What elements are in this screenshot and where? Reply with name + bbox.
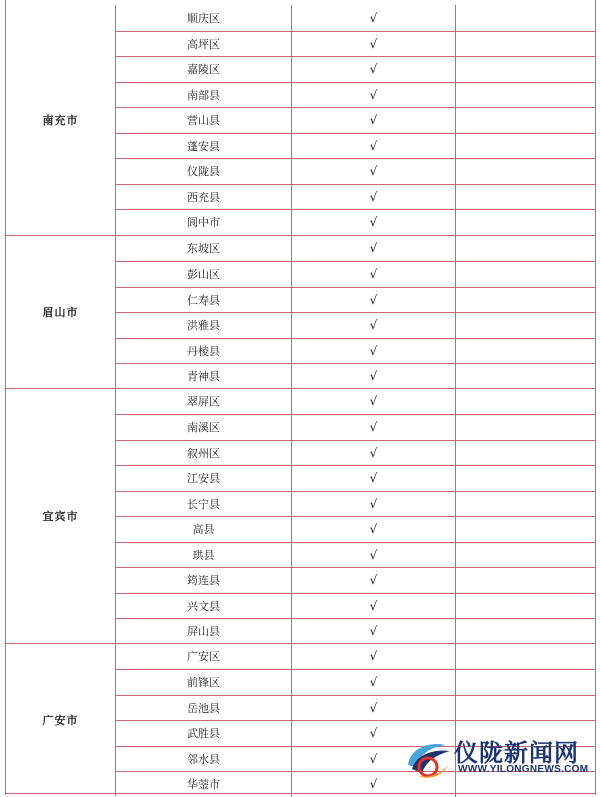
county-name: 广安区: [116, 644, 292, 670]
check-mark: √: [292, 772, 456, 797]
empty-cell: [456, 262, 595, 287]
table-row: [116, 184, 595, 210]
table-row: [116, 542, 595, 568]
county-name: 南部县: [116, 83, 292, 108]
table-row: [116, 5, 595, 31]
empty-cell: [456, 466, 595, 491]
table-row: [116, 82, 595, 108]
county-name: 岳池县: [116, 696, 292, 721]
county-name: 蓬安县: [116, 134, 292, 159]
county-name: 翠屏区: [116, 389, 292, 415]
table-row: [116, 389, 595, 415]
check-mark: √: [292, 594, 456, 619]
table-row: [116, 695, 595, 721]
city-name: 宜宾市: [6, 389, 116, 643]
table-row: [116, 491, 595, 517]
empty-cell: [456, 517, 595, 542]
check-mark: √: [292, 492, 456, 517]
check-mark: √: [292, 57, 456, 82]
table-row: [116, 363, 595, 389]
county-name: 高县: [116, 517, 292, 542]
table-row: [116, 567, 595, 593]
table-bottom-border: [6, 793, 595, 794]
check-mark: √: [292, 415, 456, 440]
empty-cell: [456, 313, 595, 338]
yilong-logo-icon: [402, 735, 454, 781]
empty-cell: [456, 108, 595, 133]
check-mark: √: [292, 466, 456, 491]
empty-cell: [456, 389, 595, 415]
check-mark: √: [292, 313, 456, 338]
table-row: [116, 414, 595, 440]
check-mark: √: [292, 517, 456, 542]
check-mark: √: [292, 568, 456, 593]
empty-cell: [456, 57, 595, 82]
county-name: 高坪区: [116, 32, 292, 57]
county-name: 青神县: [116, 364, 292, 389]
check-mark: √: [292, 159, 456, 184]
check-mark: √: [292, 364, 456, 389]
empty-cell: [456, 568, 595, 593]
county-name: 珙县: [116, 543, 292, 568]
county-name: 阆中市: [116, 210, 292, 235]
city-group: [6, 388, 595, 643]
check-mark: √: [292, 543, 456, 568]
empty-cell: [456, 670, 595, 695]
empty-cell: [456, 619, 595, 644]
empty-cell: [456, 441, 595, 466]
check-mark: √: [292, 619, 456, 644]
empty-cell: [456, 83, 595, 108]
city-group: [6, 235, 595, 388]
county-name: 西充县: [116, 185, 292, 210]
empty-cell: [456, 236, 595, 262]
check-mark: √: [292, 134, 456, 159]
check-mark: √: [292, 262, 456, 287]
empty-cell: [456, 32, 595, 57]
empty-cell: [456, 594, 595, 619]
check-mark: √: [292, 670, 456, 695]
county-name: 南溪区: [116, 415, 292, 440]
county-name: 长宁县: [116, 492, 292, 517]
check-mark: √: [292, 236, 456, 262]
check-mark: √: [292, 721, 456, 746]
city-name: 广安市: [6, 644, 116, 796]
watermark-logo: [402, 733, 594, 783]
empty-cell: [456, 415, 595, 440]
table-row: [116, 618, 595, 644]
table-row: [116, 440, 595, 466]
county-name: 邻水县: [116, 747, 292, 772]
table-row: [116, 287, 595, 313]
check-mark: √: [292, 696, 456, 721]
empty-cell: [456, 339, 595, 364]
empty-cell: [456, 696, 595, 721]
city-name: 眉山市: [6, 236, 116, 388]
empty-cell: [456, 159, 595, 184]
table-row: [116, 107, 595, 133]
empty-cell: [456, 492, 595, 517]
table-row: [116, 644, 595, 670]
county-table: [5, 0, 596, 795]
county-name: 兴文县: [116, 594, 292, 619]
county-name: 前锋区: [116, 670, 292, 695]
table-row: [116, 31, 595, 57]
check-mark: √: [292, 288, 456, 313]
county-name: 东坡区: [116, 236, 292, 262]
check-mark: √: [292, 32, 456, 57]
table-row: [116, 209, 595, 235]
county-name: 洪雅县: [116, 313, 292, 338]
table-row: [116, 669, 595, 695]
check-mark: √: [292, 83, 456, 108]
table-row: [116, 593, 595, 619]
table-row: [116, 56, 595, 82]
empty-cell: [456, 185, 595, 210]
empty-cell: [456, 5, 595, 31]
county-name: 仪陇县: [116, 159, 292, 184]
empty-cell: [456, 288, 595, 313]
check-mark: √: [292, 389, 456, 415]
county-name: 丹棱县: [116, 339, 292, 364]
county-name: 顺庆区: [116, 5, 292, 31]
county-name: 屏山县: [116, 619, 292, 644]
table-row: [116, 338, 595, 364]
county-name: 华蓥市: [116, 772, 292, 797]
table-row: [116, 516, 595, 542]
table-row: [116, 312, 595, 338]
city-group: [6, 5, 595, 235]
check-mark: √: [292, 210, 456, 235]
check-mark: √: [292, 339, 456, 364]
city-name: 南充市: [6, 5, 116, 235]
empty-cell: [456, 134, 595, 159]
check-mark: √: [292, 441, 456, 466]
check-mark: √: [292, 5, 456, 31]
county-name: 营山县: [116, 108, 292, 133]
county-name: 江安县: [116, 466, 292, 491]
empty-cell: [456, 210, 595, 235]
table-row: [116, 465, 595, 491]
empty-cell: [456, 543, 595, 568]
check-mark: √: [292, 747, 456, 772]
county-name: 仁寿县: [116, 288, 292, 313]
table-row: [116, 261, 595, 287]
check-mark: √: [292, 644, 456, 670]
table-row: [116, 236, 595, 262]
county-name: 嘉陵区: [116, 57, 292, 82]
check-mark: √: [292, 108, 456, 133]
county-name: 武胜县: [116, 721, 292, 746]
county-name: 彭山区: [116, 262, 292, 287]
check-mark: √: [292, 185, 456, 210]
empty-cell: [456, 644, 595, 670]
table-row: [116, 158, 595, 184]
watermark-url: WWW.YILONGNEWS.COM: [458, 764, 589, 775]
county-name: 筠连县: [116, 568, 292, 593]
county-name: 叙州区: [116, 441, 292, 466]
empty-cell: [456, 364, 595, 389]
table-row: [116, 133, 595, 159]
watermark-name: 仪陇新闻网: [454, 738, 579, 767]
